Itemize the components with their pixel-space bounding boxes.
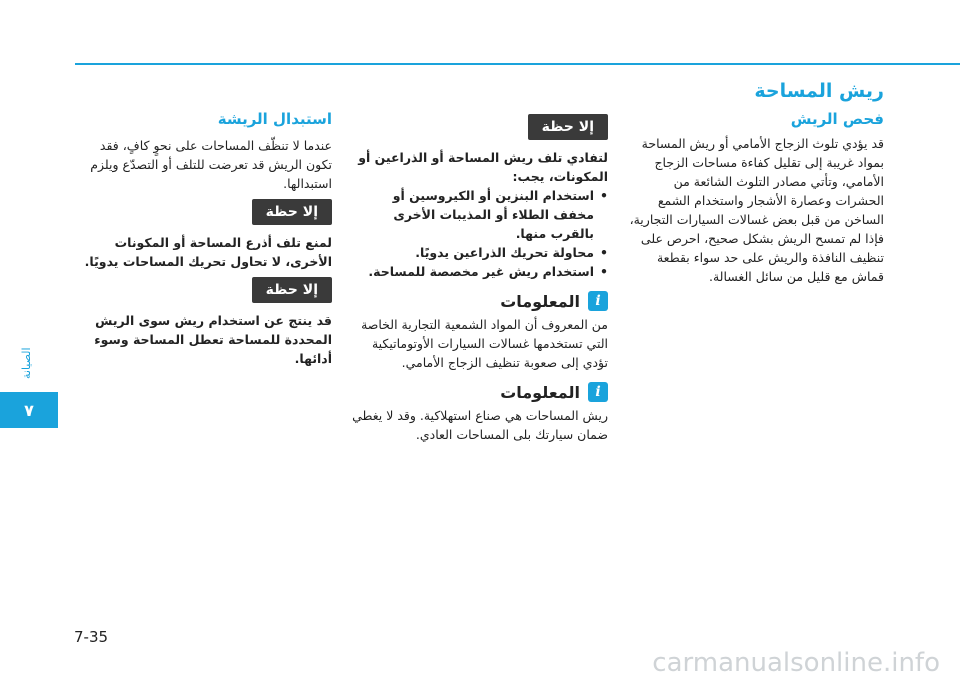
chapter-sidebar [0, 0, 58, 685]
watermark: carmanualsonline.info [652, 648, 940, 678]
info-text: من المعروف أن المواد الشمعية التجارية الخاصة التي تستخدمها غسالات السيارات الأوتوماتيكية تؤدي إلى صعوبة تنظيف الزجاج الأمامي. [361, 317, 608, 370]
caution-text: قد ينتج عن استخدام ريش سوى الريش المحددة للمساحة تعطل المساحة وسوء أدائها. [94, 313, 332, 366]
list-item: • استخدام ريش غير مخصصة للمساحة. [352, 262, 608, 281]
info-title: المعلومات [500, 291, 580, 311]
header-rule [75, 63, 960, 65]
caution-badge: إلا حظة [528, 114, 608, 140]
caution-list [352, 186, 608, 281]
section-title: ريش المساحة [754, 80, 884, 102]
chapter-label: الصيانة [20, 347, 33, 379]
caution-badge: إلا حظة [252, 199, 332, 225]
caution-intro: لتفادي تلف ريش المساحة أو الذراعين أو المكونات، يجب: [358, 150, 608, 184]
subsection-title: فحص الريش [790, 110, 884, 128]
list-item: • استخدام البنزين أو الكيروسين أو مخفف الطلاء أو المذيبات الأخرى بالقرب منها. [352, 186, 608, 243]
column-blade-replacement [74, 108, 332, 368]
chapter-tab: ٧ [0, 392, 58, 428]
caution-text: لمنع تلف أذرع المساحة أو المكونات الأخرى، لا تحاول تحريك المساحات يدويًا. [84, 235, 332, 269]
caution-badge: إلا حظة [252, 277, 332, 303]
info-heading [352, 382, 608, 402]
info-icon: i [588, 291, 608, 311]
replacement-text: عندما لا تنظّف المساحات على نحوٍ كافٍ، فقد تكون الريش قد تعرضت للتلف أو التصدّع ويلزم استبدالها. [90, 138, 332, 191]
page-number: 7-35 [74, 628, 109, 646]
info-text: ريش المساحات هي صناع استهلاكية. وقد لا يغطي ضمان سيارتك بلى المساحات العادي. [352, 408, 608, 442]
blade-inspection-text: قد يؤدي تلوث الزجاج الأمامي أو ريش المساحة بمواد غريبة إلى تقليل كفاءة مساحات الزجاج الأمامي، وتأتي مصادر التلوث الشائعة من الحشرات وعصارة الأشجار واستخدام الشمع الساخن من قبل بعض غسالات السيارات التجارية، فإذا لم تمسح الريش بشكل صحيح، احرص على تنظيف النافذة والريش على حد سواء بقطعة قماش مع قليل من سائل الغسالة. [629, 136, 884, 284]
info-heading [352, 291, 608, 311]
list-item: • محاولة تحريك الذراعين يدويًا. [352, 243, 608, 262]
column-caution-info [352, 108, 608, 444]
subsection-title: استبدال الريشة [217, 110, 332, 128]
info-icon: i [588, 382, 608, 402]
column-wiper-blades [628, 78, 884, 286]
info-title: المعلومات [500, 382, 580, 402]
